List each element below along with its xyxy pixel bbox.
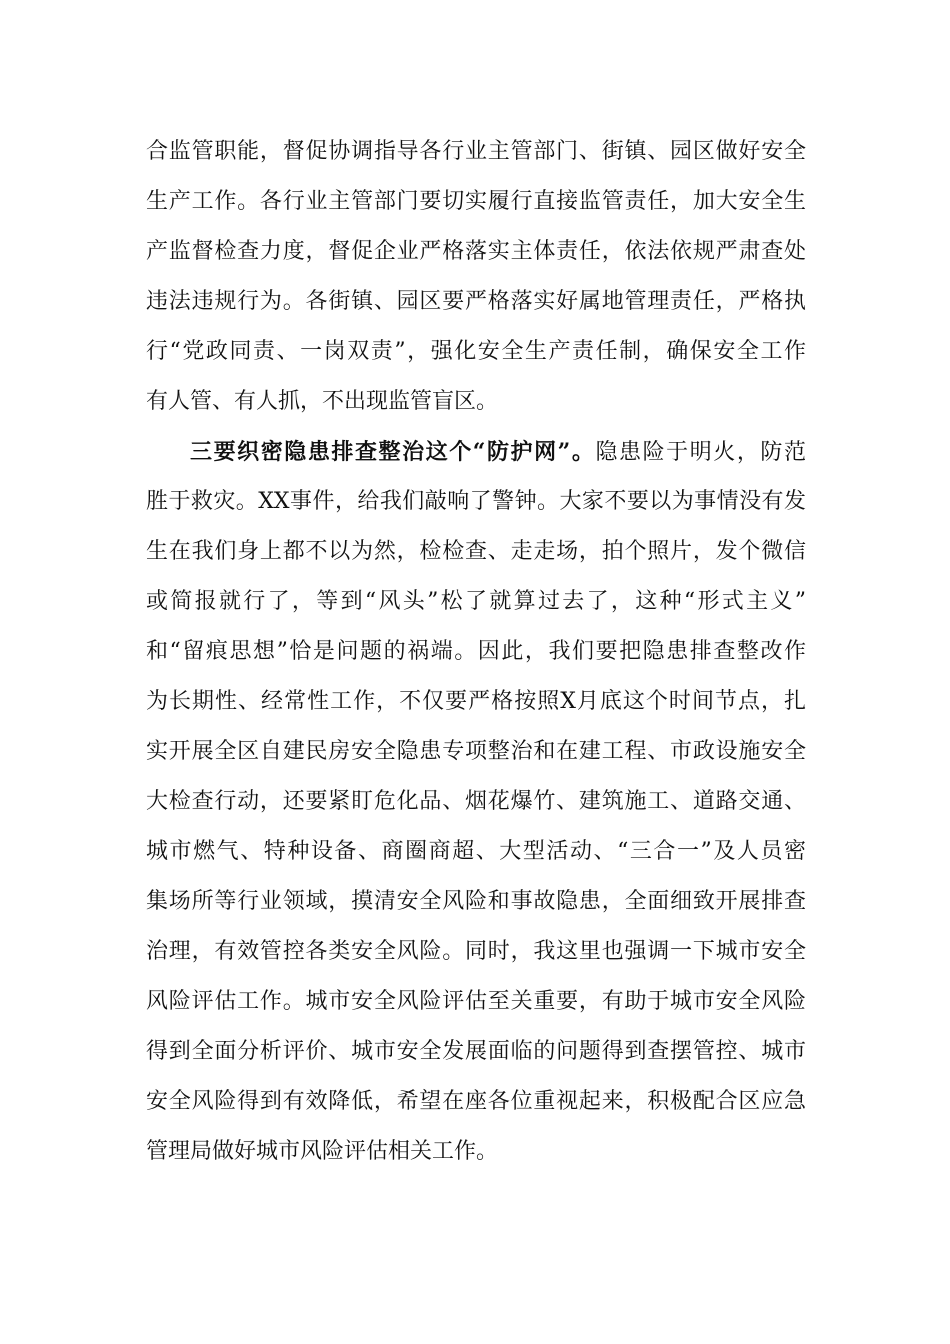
paragraph-2-line: 生在我们身上都不以为然，检检查、走走场，拍个照片，发个微信 (146, 539, 806, 564)
paragraph-2-line: 管理局做好城市风险评估相关工作。 (146, 1139, 499, 1164)
paragraph-2-line: 为长期性、经常性工作，不仅要严格按照X月底这个时间节点，扎 (146, 689, 806, 714)
paragraph-1-line: 有人管、有人抓，不出现监管盲区。 (146, 389, 499, 414)
paragraph-1-line: 产监督检查力度，督促企业严格落实主体责任，依法依规严肃查处 (146, 239, 806, 264)
paragraph-2-line: 和“留痕思想”恰是问题的祸端。因此，我们要把隐患排查整改作 (146, 639, 806, 664)
paragraph-2-line: 风险评估工作。城市安全风险评估至关重要，有助于城市安全风险 (146, 989, 806, 1014)
paragraph-2-line: 大检查行动，还要紧盯危化品、烟花爆竹、建筑施工、道路交通、 (146, 789, 806, 814)
paragraph-2-heading: 三要织密隐患排查整治这个“防护网”。 (190, 439, 596, 465)
paragraph-2-line: 胜于救灾。XX事件，给我们敲响了警钟。大家不要以为事情没有发 (146, 489, 806, 514)
paragraph-2-line: 实开展全区自建民房安全隐患专项整治和在建工程、市政设施安全 (146, 739, 806, 764)
paragraph-1-line: 合监管职能，督促协调指导各行业主管部门、街镇、园区做好安全 (146, 139, 806, 164)
paragraph-2-first-line (146, 427, 806, 477)
paragraph-2-line: 集场所等行业领域，摸清安全风险和事故隐患，全面细致开展排查 (146, 889, 806, 914)
paragraph-2-line: 安全风险得到有效降低，希望在座各位重视起来，积极配合区应急 (146, 1089, 806, 1114)
paragraph-2-line: 得到全面分析评价、城市安全发展面临的问题得到查摆管控、城市 (146, 1039, 806, 1064)
paragraph-2-line: 治理，有效管控各类安全风险。同时，我这里也强调一下城市安全 (146, 939, 806, 964)
paragraph-2-first-line-text: 隐患险于明火，防范 (595, 440, 806, 465)
paragraph-1-line: 行“党政同责、一岗双责”，强化安全生产责任制，确保安全工作 (146, 339, 806, 364)
paragraph-2-line: 或简报就行了，等到“风头”松了就算过去了，这种“形式主义” (146, 589, 806, 614)
paragraph-1-line: 违法违规行为。各街镇、园区要严格落实好属地管理责任，严格执 (146, 289, 806, 314)
paragraph-2-line: 城市燃气、特种设备、商圈商超、大型活动、“三合一”及人员密 (146, 839, 806, 864)
paragraph-1-line: 生产工作。各行业主管部门要切实履行直接监管责任，加大安全生 (146, 189, 806, 214)
